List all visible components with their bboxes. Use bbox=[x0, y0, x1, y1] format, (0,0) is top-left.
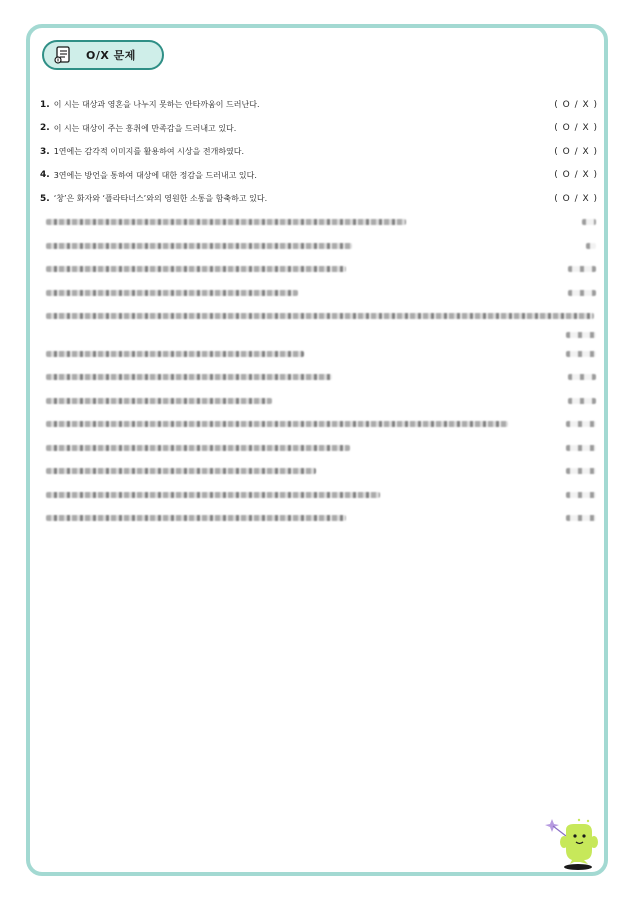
section-title: O/X 문제 bbox=[86, 49, 136, 62]
obscured-question-row bbox=[40, 258, 600, 282]
obscured-text bbox=[46, 492, 380, 498]
question-number: 3. bbox=[40, 146, 50, 157]
obscured-text bbox=[46, 445, 350, 451]
obscured-question-row bbox=[40, 483, 600, 507]
obscured-answer bbox=[568, 290, 596, 296]
obscured-answer bbox=[568, 374, 596, 380]
obscured-question-row bbox=[40, 342, 600, 366]
obscured-question-row bbox=[40, 460, 600, 484]
obscured-question-row bbox=[40, 389, 600, 413]
question-row-3 bbox=[40, 140, 600, 164]
obscured-answer bbox=[566, 492, 596, 498]
obscured-answer bbox=[566, 351, 596, 357]
obscured-question-row bbox=[40, 211, 600, 235]
obscured-question-row bbox=[40, 413, 600, 437]
question-row-1 bbox=[40, 93, 600, 117]
question-row-5 bbox=[40, 187, 600, 211]
obscured-question-row bbox=[40, 328, 600, 342]
question-text: 이 시는 대상이 주는 흥취에 만족감을 드러내고 있다. bbox=[53, 123, 237, 133]
ox-answer-choice[interactable]: ( O / X ) bbox=[554, 146, 598, 157]
obscured-answer bbox=[586, 243, 596, 249]
question-number: 5. bbox=[40, 193, 50, 204]
obscured-text bbox=[46, 290, 298, 296]
green-monster-mascot-icon bbox=[544, 816, 604, 872]
obscured-question-row bbox=[40, 305, 600, 329]
ox-answer-choice[interactable]: ( O / X ) bbox=[554, 99, 598, 110]
question-text: 1연에는 감각적 이미지를 활용하여 시상을 전개하였다. bbox=[53, 147, 245, 157]
obscured-text bbox=[46, 313, 594, 319]
obscured-question-row bbox=[40, 366, 600, 390]
question-text: ‘창’은 화자와 ‘플라타너스’와의 영원한 소통을 함축하고 있다. bbox=[53, 194, 268, 204]
obscured-question-row bbox=[40, 281, 600, 305]
obscured-answer bbox=[566, 468, 596, 474]
obscured-question-row bbox=[40, 234, 600, 258]
obscured-text bbox=[46, 351, 304, 357]
obscured-answer bbox=[568, 266, 596, 272]
section-title-badge bbox=[42, 40, 164, 70]
ox-answer-choice[interactable]: ( O / X ) bbox=[554, 123, 598, 134]
obscured-text bbox=[46, 398, 272, 404]
question-number: 4. bbox=[40, 170, 50, 181]
question-text: 이 시는 대상과 영혼을 나누지 못하는 안타까움이 드러난다. bbox=[53, 100, 260, 110]
obscured-answer bbox=[566, 515, 596, 521]
question-text: 3연에는 방언을 통하여 대상에 대한 정감을 드러내고 있다. bbox=[53, 170, 257, 180]
obscured-text bbox=[46, 468, 316, 474]
obscured-question-row bbox=[40, 436, 600, 460]
obscured-question-row bbox=[40, 507, 600, 531]
obscured-text bbox=[46, 219, 406, 225]
obscured-answer bbox=[582, 219, 596, 225]
question-row-4 bbox=[40, 164, 600, 188]
document-note-icon bbox=[52, 44, 74, 66]
obscured-answer bbox=[566, 445, 596, 451]
obscured-answer bbox=[568, 398, 596, 404]
obscured-answer bbox=[566, 421, 596, 427]
obscured-answer bbox=[566, 332, 596, 338]
question-number: 2. bbox=[40, 123, 50, 134]
question-row-2 bbox=[40, 117, 600, 141]
ox-answer-choice[interactable]: ( O / X ) bbox=[554, 170, 598, 181]
question-number: 1. bbox=[40, 99, 50, 110]
obscured-text bbox=[46, 421, 508, 427]
obscured-text bbox=[46, 266, 346, 272]
ox-question-list bbox=[40, 93, 600, 530]
obscured-text bbox=[46, 243, 352, 249]
obscured-text bbox=[46, 374, 332, 380]
obscured-text bbox=[46, 515, 346, 521]
ox-answer-choice[interactable]: ( O / X ) bbox=[554, 193, 598, 204]
